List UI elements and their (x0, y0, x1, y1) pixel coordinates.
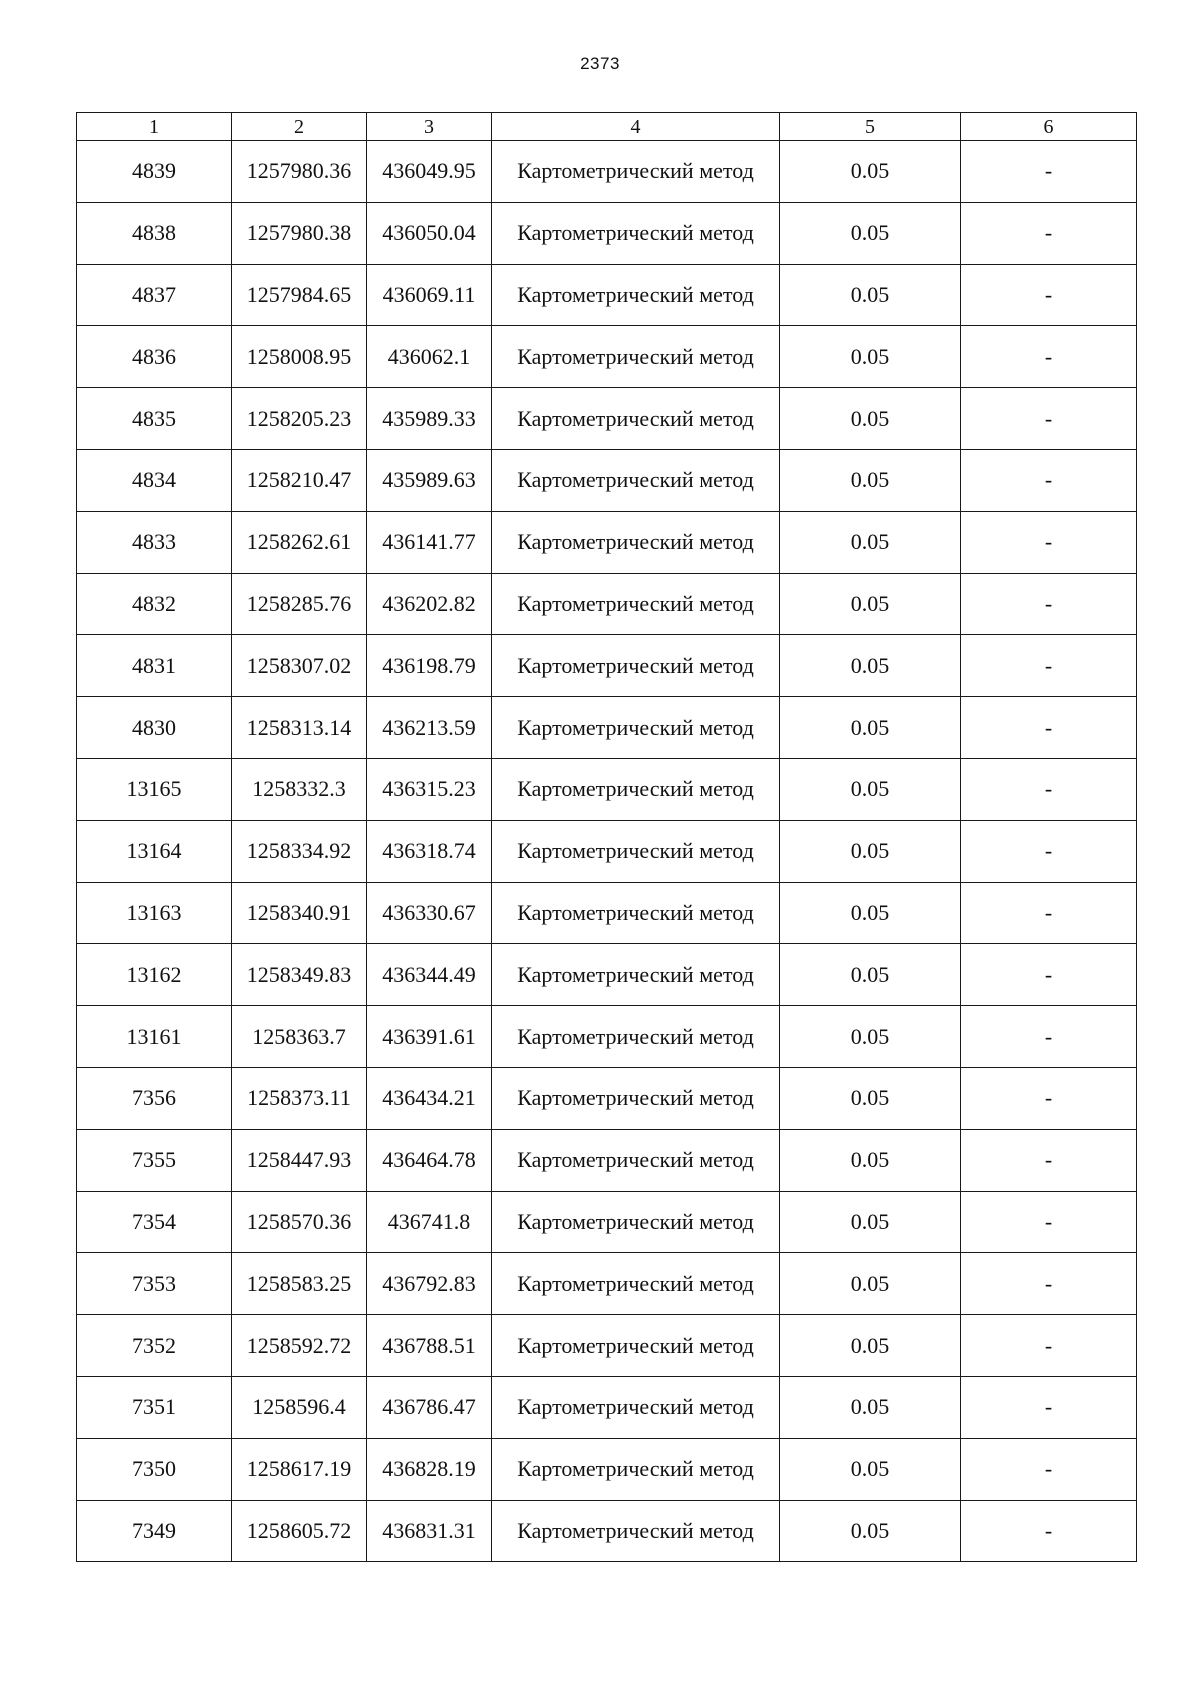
table-row (77, 1006, 1137, 1068)
cell-coordinate-y: 436202.82 (367, 573, 492, 635)
cell-accuracy: 0.05 (780, 1315, 961, 1377)
cell-coordinate-y: 436828.19 (367, 1438, 492, 1500)
cell-accuracy: 0.05 (780, 1438, 961, 1500)
table-row (77, 1438, 1137, 1500)
cell-note: - (961, 820, 1137, 882)
cell-coordinate-x: 1258617.19 (232, 1438, 367, 1500)
header-row (77, 113, 1137, 141)
cell-note: - (961, 1500, 1137, 1562)
cell-accuracy: 0.05 (780, 635, 961, 697)
cell-note: - (961, 264, 1137, 326)
cell-coordinate-x: 1258210.47 (232, 449, 367, 511)
cell-point-number: 7350 (77, 1438, 232, 1500)
cell-point-number: 4837 (77, 264, 232, 326)
cell-accuracy: 0.05 (780, 264, 961, 326)
cell-point-number: 7354 (77, 1191, 232, 1253)
table-row (77, 141, 1137, 203)
cell-point-number: 4834 (77, 449, 232, 511)
cell-method: Картометрический метод (492, 635, 780, 697)
table-row (77, 1500, 1137, 1562)
cell-note: - (961, 449, 1137, 511)
cell-accuracy: 0.05 (780, 944, 961, 1006)
coordinates-table (76, 112, 1137, 1562)
cell-method: Картометрический метод (492, 326, 780, 388)
cell-note: - (961, 635, 1137, 697)
cell-point-number: 4839 (77, 141, 232, 203)
cell-note: - (961, 1067, 1137, 1129)
cell-method: Картометрический метод (492, 697, 780, 759)
cell-method: Картометрический метод (492, 1006, 780, 1068)
cell-coordinate-y: 436344.49 (367, 944, 492, 1006)
cell-coordinate-y: 436198.79 (367, 635, 492, 697)
cell-coordinate-y: 436741.8 (367, 1191, 492, 1253)
cell-note: - (961, 944, 1137, 1006)
cell-point-number: 7355 (77, 1129, 232, 1191)
cell-method: Картометрический метод (492, 264, 780, 326)
cell-point-number: 7349 (77, 1500, 232, 1562)
cell-point-number: 13162 (77, 944, 232, 1006)
cell-note: - (961, 511, 1137, 573)
cell-coordinate-y: 436434.21 (367, 1067, 492, 1129)
cell-point-number: 4832 (77, 573, 232, 635)
cell-coordinate-x: 1258332.3 (232, 758, 367, 820)
cell-accuracy: 0.05 (780, 1253, 961, 1315)
cell-accuracy: 0.05 (780, 1191, 961, 1253)
cell-point-number: 7351 (77, 1376, 232, 1438)
cell-accuracy: 0.05 (780, 573, 961, 635)
cell-coordinate-y: 436315.23 (367, 758, 492, 820)
cell-method: Картометрический метод (492, 1191, 780, 1253)
cell-coordinate-y: 436391.61 (367, 1006, 492, 1068)
cell-note: - (961, 1191, 1137, 1253)
cell-note: - (961, 1376, 1137, 1438)
cell-accuracy: 0.05 (780, 449, 961, 511)
cell-method: Картометрический метод (492, 1500, 780, 1562)
cell-method: Картометрический метод (492, 820, 780, 882)
table-row (77, 388, 1137, 450)
cell-coordinate-x: 1258596.4 (232, 1376, 367, 1438)
cell-accuracy: 0.05 (780, 758, 961, 820)
table-row (77, 758, 1137, 820)
cell-point-number: 4831 (77, 635, 232, 697)
cell-coordinate-y: 435989.63 (367, 449, 492, 511)
table-body (77, 141, 1137, 1562)
cell-coordinate-x: 1257980.38 (232, 202, 367, 264)
cell-coordinate-y: 436788.51 (367, 1315, 492, 1377)
cell-point-number: 4830 (77, 697, 232, 759)
header-cell-2: 2 (232, 113, 367, 141)
table-row (77, 202, 1137, 264)
cell-note: - (961, 882, 1137, 944)
header-cell-1: 1 (77, 113, 232, 141)
header-cell-3: 3 (367, 113, 492, 141)
cell-coordinate-x: 1258363.7 (232, 1006, 367, 1068)
table-row (77, 326, 1137, 388)
cell-note: - (961, 1253, 1137, 1315)
cell-coordinate-y: 436330.67 (367, 882, 492, 944)
table-row (77, 511, 1137, 573)
cell-accuracy: 0.05 (780, 1129, 961, 1191)
cell-note: - (961, 758, 1137, 820)
table-row (77, 1315, 1137, 1377)
cell-accuracy: 0.05 (780, 202, 961, 264)
cell-coordinate-x: 1257980.36 (232, 141, 367, 203)
cell-method: Картометрический метод (492, 573, 780, 635)
cell-coordinate-x: 1258285.76 (232, 573, 367, 635)
cell-method: Картометрический метод (492, 1129, 780, 1191)
cell-method: Картометрический метод (492, 882, 780, 944)
cell-note: - (961, 1438, 1137, 1500)
table-row (77, 1129, 1137, 1191)
cell-point-number: 4835 (77, 388, 232, 450)
table-row (77, 697, 1137, 759)
cell-method: Картометрический метод (492, 449, 780, 511)
cell-coordinate-x: 1258334.92 (232, 820, 367, 882)
cell-accuracy: 0.05 (780, 1376, 961, 1438)
table-row (77, 573, 1137, 635)
cell-coordinate-y: 436792.83 (367, 1253, 492, 1315)
cell-method: Картометрический метод (492, 1067, 780, 1129)
page-number: 2373 (580, 54, 620, 73)
cell-point-number: 7352 (77, 1315, 232, 1377)
header-cell-6: 6 (961, 113, 1137, 141)
cell-accuracy: 0.05 (780, 1500, 961, 1562)
cell-method: Картометрический метод (492, 1315, 780, 1377)
cell-coordinate-y: 436062.1 (367, 326, 492, 388)
table-row (77, 1191, 1137, 1253)
cell-method: Картометрический метод (492, 388, 780, 450)
cell-method: Картометрический метод (492, 1376, 780, 1438)
cell-coordinate-y: 436141.77 (367, 511, 492, 573)
cell-coordinate-x: 1258605.72 (232, 1500, 367, 1562)
header-cell-4: 4 (492, 113, 780, 141)
cell-coordinate-x: 1258205.23 (232, 388, 367, 450)
cell-point-number: 7356 (77, 1067, 232, 1129)
cell-point-number: 7353 (77, 1253, 232, 1315)
cell-coordinate-x: 1258008.95 (232, 326, 367, 388)
cell-coordinate-x: 1258307.02 (232, 635, 367, 697)
cell-point-number: 4838 (77, 202, 232, 264)
cell-coordinate-y: 436069.11 (367, 264, 492, 326)
cell-note: - (961, 1006, 1137, 1068)
cell-point-number: 13163 (77, 882, 232, 944)
cell-coordinate-y: 436213.59 (367, 697, 492, 759)
cell-accuracy: 0.05 (780, 511, 961, 573)
cell-accuracy: 0.05 (780, 1067, 961, 1129)
table-row (77, 635, 1137, 697)
cell-coordinate-y: 436786.47 (367, 1376, 492, 1438)
table-row (77, 1253, 1137, 1315)
cell-point-number: 4833 (77, 511, 232, 573)
cell-method: Картометрический метод (492, 1438, 780, 1500)
table-row (77, 1067, 1137, 1129)
cell-coordinate-x: 1258262.61 (232, 511, 367, 573)
cell-point-number: 13165 (77, 758, 232, 820)
cell-note: - (961, 697, 1137, 759)
cell-method: Картометрический метод (492, 202, 780, 264)
cell-coordinate-y: 436318.74 (367, 820, 492, 882)
cell-coordinate-x: 1258349.83 (232, 944, 367, 1006)
cell-coordinate-x: 1258447.93 (232, 1129, 367, 1191)
cell-coordinate-x: 1258373.11 (232, 1067, 367, 1129)
cell-method: Картометрический метод (492, 758, 780, 820)
cell-method: Картометрический метод (492, 141, 780, 203)
cell-coordinate-y: 436050.04 (367, 202, 492, 264)
cell-note: - (961, 1315, 1137, 1377)
cell-coordinate-x: 1257984.65 (232, 264, 367, 326)
cell-point-number: 4836 (77, 326, 232, 388)
table-header (77, 113, 1137, 141)
cell-coordinate-y: 435989.33 (367, 388, 492, 450)
table-row (77, 449, 1137, 511)
cell-note: - (961, 141, 1137, 203)
cell-accuracy: 0.05 (780, 326, 961, 388)
cell-method: Картометрический метод (492, 1253, 780, 1315)
table-row (77, 264, 1137, 326)
cell-coordinate-x: 1258313.14 (232, 697, 367, 759)
cell-note: - (961, 388, 1137, 450)
cell-accuracy: 0.05 (780, 820, 961, 882)
cell-coordinate-x: 1258592.72 (232, 1315, 367, 1377)
cell-coordinate-y: 436049.95 (367, 141, 492, 203)
cell-coordinate-y: 436464.78 (367, 1129, 492, 1191)
cell-coordinate-y: 436831.31 (367, 1500, 492, 1562)
cell-coordinate-x: 1258583.25 (232, 1253, 367, 1315)
cell-accuracy: 0.05 (780, 1006, 961, 1068)
cell-note: - (961, 1129, 1137, 1191)
cell-accuracy: 0.05 (780, 882, 961, 944)
cell-accuracy: 0.05 (780, 141, 961, 203)
cell-point-number: 13164 (77, 820, 232, 882)
header-cell-5: 5 (780, 113, 961, 141)
table-row (77, 944, 1137, 1006)
cell-accuracy: 0.05 (780, 697, 961, 759)
cell-method: Картометрический метод (492, 944, 780, 1006)
cell-note: - (961, 202, 1137, 264)
cell-note: - (961, 326, 1137, 388)
table-row (77, 882, 1137, 944)
cell-note: - (961, 573, 1137, 635)
cell-coordinate-x: 1258570.36 (232, 1191, 367, 1253)
table-row (77, 1376, 1137, 1438)
cell-coordinate-x: 1258340.91 (232, 882, 367, 944)
cell-accuracy: 0.05 (780, 388, 961, 450)
table-row (77, 820, 1137, 882)
cell-method: Картометрический метод (492, 511, 780, 573)
cell-point-number: 13161 (77, 1006, 232, 1068)
